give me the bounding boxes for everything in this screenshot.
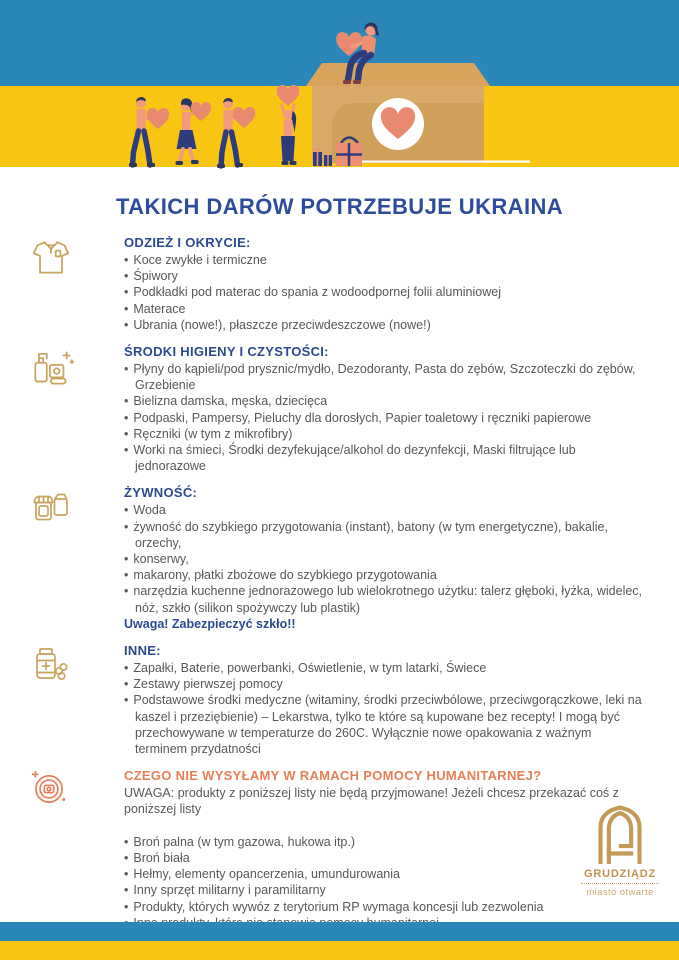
- section-clothing: [0, 235, 679, 333]
- section-hygiene: [0, 344, 679, 474]
- excluded-warning-text: UWAGA: produkty z poniższej listy nie będą przyjmowane! Jeżeli chcesz przekazać coś z poniższej listy: [124, 786, 619, 817]
- list-item: • makarony, płatki zbożowe do szybkiego przygotowania: [124, 567, 643, 583]
- list-item: • Koce zwykłe i termiczne: [124, 252, 643, 268]
- section-other: [0, 643, 679, 757]
- item-list: [124, 252, 643, 333]
- food-jars-icon: [28, 485, 80, 632]
- section-food: [0, 485, 679, 632]
- list-item: • Inny sprzęt militarny i paramilitarny: [124, 882, 643, 898]
- page-title: TAKICH DARÓW POTRZEBUJE UKRAINA: [115, 194, 564, 219]
- section-heading: INNE:: [124, 643, 161, 659]
- sections-list: [0, 235, 679, 931]
- list-item: • Śpiwory: [124, 268, 643, 284]
- list-item: • Hełmy, elementy opancerzenia, umundurowania: [124, 866, 643, 882]
- list-item: • Broń biała: [124, 850, 643, 866]
- item-list: [124, 660, 643, 757]
- list-item: • Zestawy pierwszej pomocy: [124, 676, 643, 692]
- footer-yellow-band: [0, 941, 679, 960]
- list-item: • Podstawowe środki medyczne (witaminy, środki przeciwbólowe, przeciwgorączkowe, leki na kaszel i przeziębienie) – Lekarstwa, tylko te które są kupowane bez recepty! I mogą być przechowywane w temperaturze do 260C. Wyłącznie nowe opakowania z ważnym terminem przydatności: [124, 692, 643, 757]
- footer-blue-band: [0, 922, 679, 941]
- section-heading: ŻYWNOŚĆ:: [124, 485, 198, 501]
- list-item: • Woda: [124, 502, 643, 518]
- section-heading: CZEGO NIE WYSYŁAMY W RAMACH POMOCY HUMANITARNEJ?: [124, 768, 542, 784]
- list-item: • Zapałki, Baterie, powerbanki, Oświetlenie, w tym latarki, Świece: [124, 660, 643, 676]
- hero-illustration: [0, 0, 679, 170]
- list-item: • Podpaski, Pampersy, Pieluchy dla dorosłych, Papier toaletowy i ręczniki papierowe: [124, 410, 643, 426]
- list-item: • Ubrania (nowe!), płaszcze przeciwdeszczowe (nowe!): [124, 317, 643, 333]
- list-item: • Broń palna (w tym gazowa, hukowa itp.): [124, 834, 643, 850]
- logo-tagline: miasto otwarte: [586, 887, 654, 898]
- list-item: • Bielizna damska, męska, dziecięca: [124, 393, 643, 409]
- list-item: • narzędzia kuchenne jednorazowego lub wielokrotnego użytku: talerz głęboki, łyżka, widelec, nóż, szkło (silikon spożywczy lub plastik): [124, 583, 643, 615]
- list-item: • Podkładki pod materac do spania z wodoodpornej folii aluminiowej: [124, 284, 643, 300]
- medicine-icon: [28, 643, 80, 757]
- item-list: [124, 361, 643, 474]
- tshirt-icon: [28, 235, 80, 333]
- list-item: • konserwy,: [124, 551, 643, 567]
- list-item: • żywność do szybkiego przygotowania (instant), batony (w tym energetyczne), bakalie, orzechy,: [124, 519, 643, 551]
- logo-city-name: GRUDZIĄDZ: [581, 868, 659, 884]
- section-heading: ODZIEŻ I OKRYCIE:: [124, 235, 251, 250]
- grudziadz-gate-icon: [594, 804, 646, 864]
- list-item: • Worki na śmieci, Środki dezyfekujące/alkohol do dezynfekcji, Maski filtrujące lub jednorazowe: [124, 442, 643, 474]
- item-list: [124, 834, 643, 931]
- list-item: • Płyny do kąpieli/pod prysznic/mydło, Dezodoranty, Pasta do zębów, Szczoteczki do zębów, Grzebienie: [124, 361, 643, 393]
- city-logo: [581, 804, 659, 898]
- item-list: [124, 502, 643, 615]
- section-heading: ŚRODKI HIGIENY I CZYSTOŚCI:: [124, 344, 329, 360]
- list-item: • Produkty, których wywóz z terytorium RP wymaga koncesji lub zezwolenia: [124, 899, 643, 915]
- glass-warning-note: Uwaga! Zabezpieczyć szkło!!: [124, 616, 296, 631]
- section-excluded: [0, 768, 679, 931]
- list-item: • Materace: [124, 301, 643, 317]
- prohibited-items-icon: [28, 768, 80, 931]
- list-item: • Ręczniki (w tym z mikrofibry): [124, 426, 643, 442]
- toiletries-icon: [28, 344, 80, 474]
